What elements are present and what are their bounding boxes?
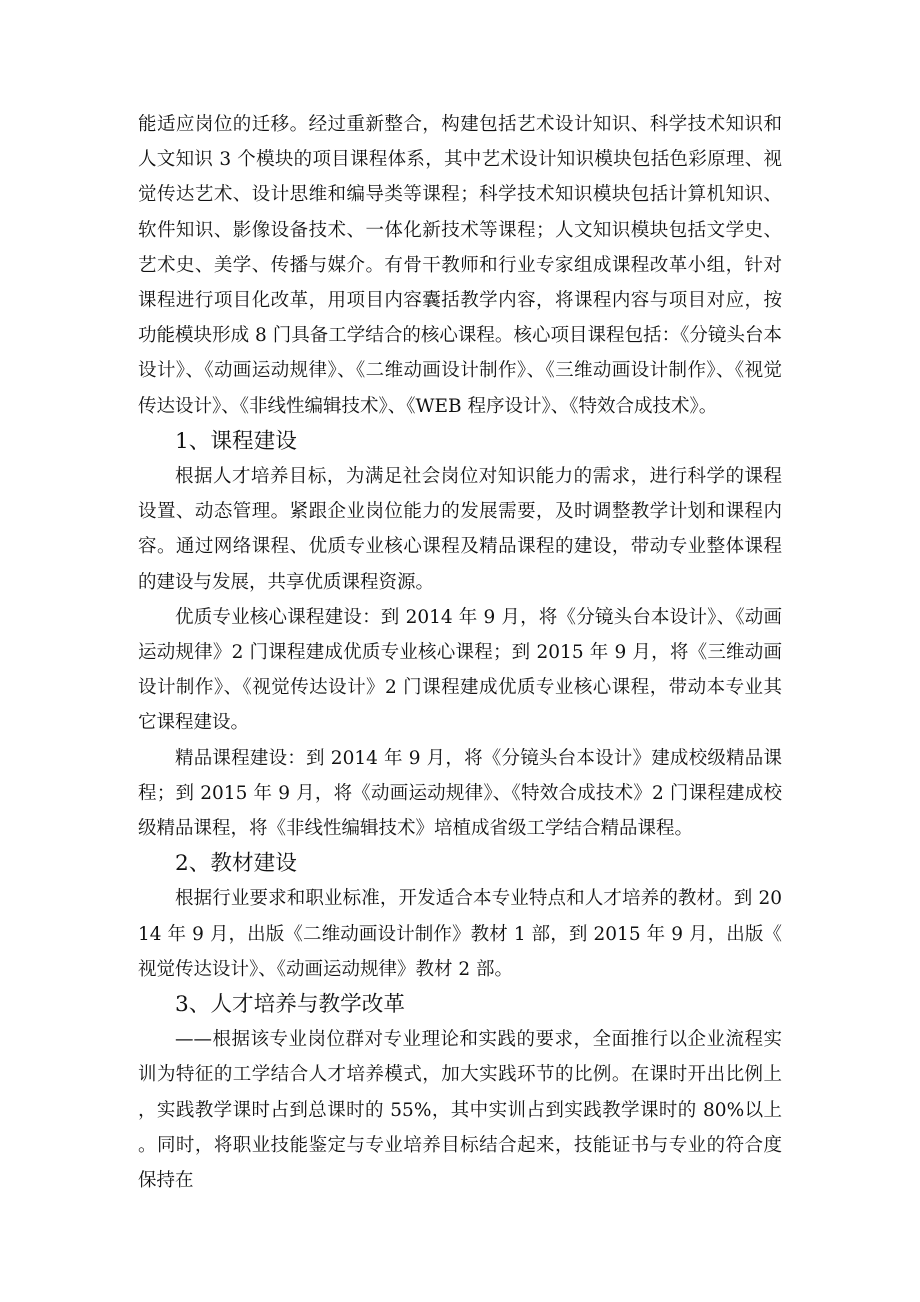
document-page <box>138 107 782 1198</box>
body-paragraph-course-intro: 根据人才培养目标，为满足社会岗位对知识能力的需求，进行科学的课程设置、动态管理。紧跟企业岗位能力的发展需要，及时调整教学计划和课程内容。通过网络课程、优质专业核心课程及精品课程的建设，带动专业整体课程的建设与发展，共享优质课程资源。 <box>138 466 782 593</box>
body-paragraph-core-courses: 优质专业核心课程建设：到 2014 年 9 月，将《分镜头台本设计》、《动画运动规律》2 门课程建成优质专业核心课程；到 2015 年 9 月，将《三维动画设计制作》、《视觉传达设计》2 门课程建成优质专业核心课程，带动本专业其它课程建设。 <box>138 606 782 734</box>
section-heading-training-reform: 3、人才培养与教学改革 <box>175 992 406 1018</box>
body-paragraph-training-reform: ——根据该专业岗位群对专业理论和实践的要求，全面推行以企业流程实训为特征的工学结合人才培养模式，加大实践环节的比例。在课时开出比例上，实践教学课时占到总课时的 55%，其中实训占到实践教学课时的 80%以上。同时，将职业技能鉴定与专业培养目标结合起来，技能证书与专业的符合度保持在 <box>138 1029 782 1192</box>
body-paragraph-quality-courses: 精品课程建设：到 2014 年 9 月，将《分镜头台本设计》建成校级精品课程；到 2015 年 9 月，将《动画运动规律》、《特效合成技术》2 门课程建成校级精品课程，将《非线性编辑技术》培植成省级工学结合精品课程。 <box>138 747 782 840</box>
body-paragraph-continuation: 能适应岗位的迁移。经过重新整合，构建包括艺术设计知识、科学技术知识和人文知识 3 个模块的项目课程体系，其中艺术设计知识模块包括色彩原理、视觉传达艺术、设计思维和编导类等课程；科学技术知识模块包括计算机知识、软件知识、影像设备技术、一体化新技术等课程；人文知识模块包括文学史、艺术史、美学、传播与媒介。有骨干教师和行业专家组成课程改革小组，针对课程进行项目化改革，用项目内容囊括教学内容，将课程内容与项目对应，按功能模块形成 8 门具备工学结合的核心课程。核心项目课程包括：《分镜头台本设计》、《动画运动规律》、《二维动画设计制作》、《三维动画设计制作》、《视觉传达设计》、《非线性编辑技术》、《WEB 程序设计》、《特效合成技术》。 <box>138 114 782 417</box>
body-paragraph-textbooks: 根据行业要求和职业标准，开发适合本专业特点和人才培养的教材。到 2014 年 9 月，出版《二维动画设计制作》教材 1 部，到 2015 年 9 月，出版《视觉传达设计》、《动画运动规律》教材 2 部。 <box>138 888 782 980</box>
section-heading-course-construction: 1、课程建设 <box>175 428 297 454</box>
section-heading-textbook-construction: 2、教材建设 <box>175 851 297 877</box>
